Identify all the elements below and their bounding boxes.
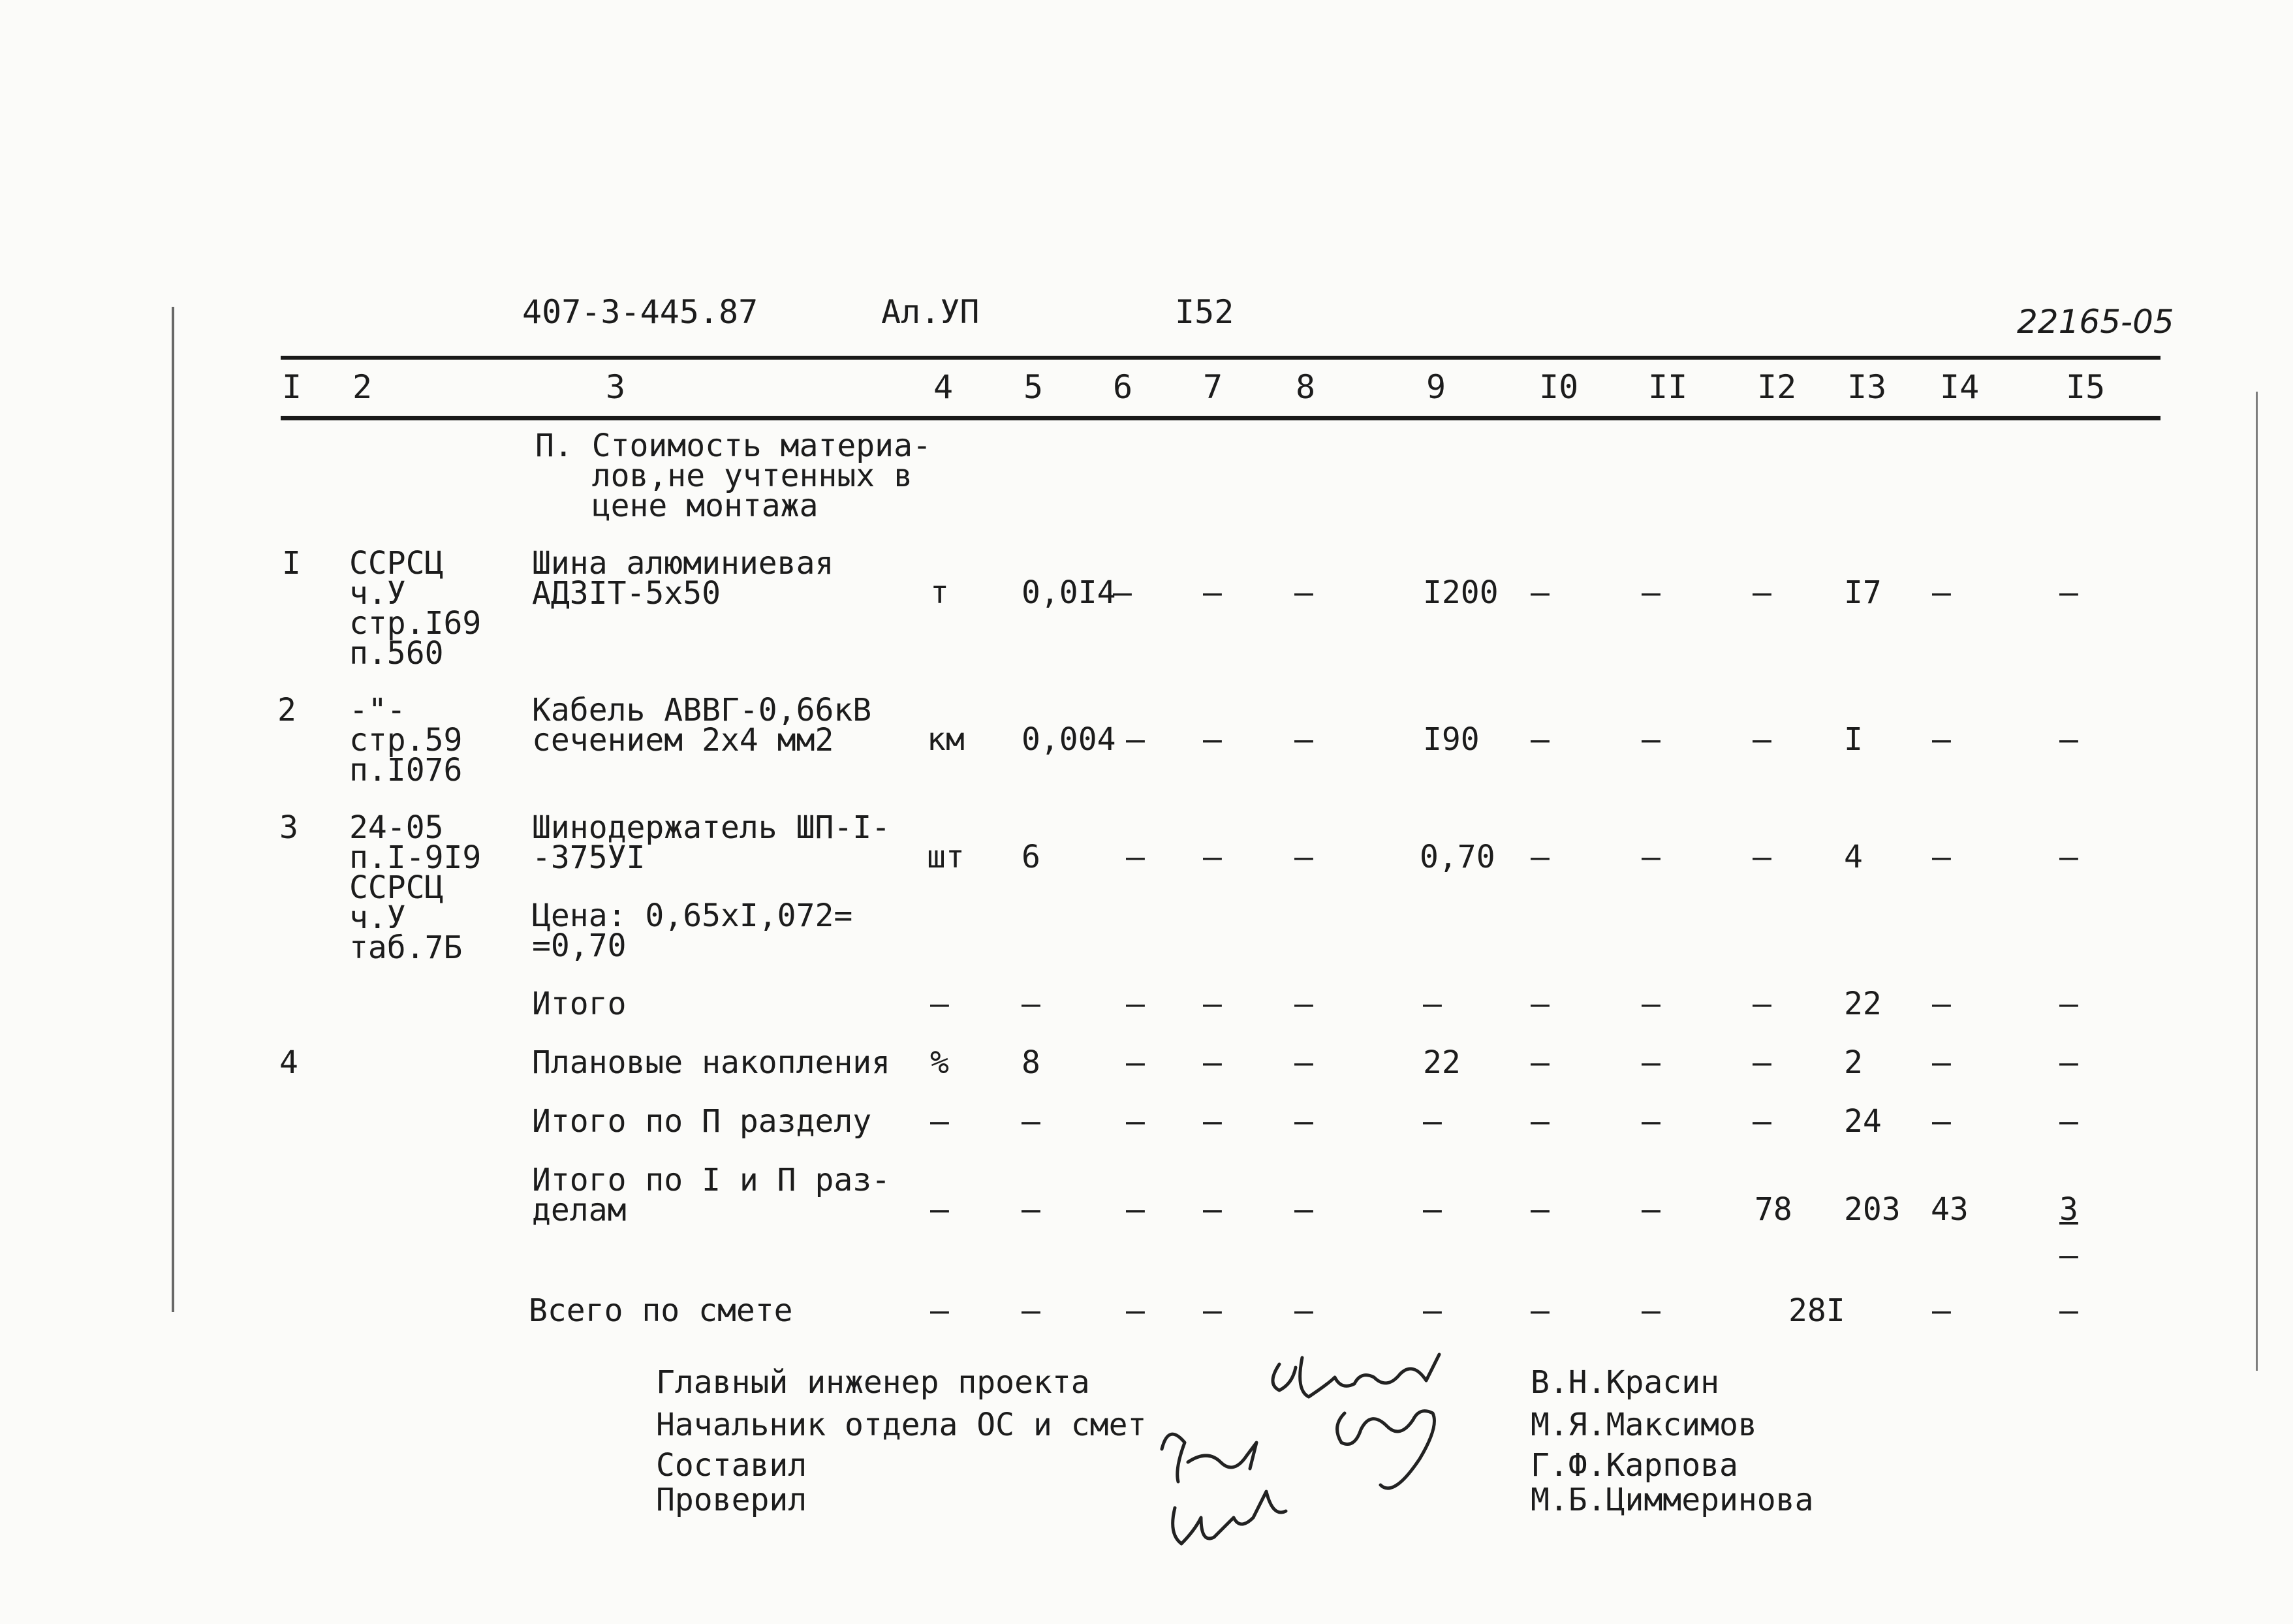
col-header-14: I4 [1940,368,1980,406]
row-price-note: Цена: 0,65хI,072= =0,70 [532,898,853,964]
row-c7: – [1203,574,1222,611]
row-c8: – [1294,574,1313,611]
left-margin-line [172,307,174,1312]
col-header-15: I5 [2066,368,2106,406]
row-quantity: 8 [1022,1044,1040,1081]
row-c14: – [1932,574,1951,611]
dash-mark: – [2059,1237,2078,1273]
row-c11: – [1642,1044,1661,1081]
row-c15: – [2059,574,2078,611]
right-margin-line [2256,392,2258,1371]
row-c13: I7 [1844,574,1882,611]
row-number: I [282,545,301,582]
col-header-8: 8 [1296,368,1316,406]
row-c11: – [1642,721,1661,758]
row-quantity: – [1022,1103,1040,1140]
row-c12: – [1753,839,1771,875]
row-c6: – [1126,1044,1145,1081]
row-c11: – [1642,986,1661,1022]
row-reference: 24-05 п.I-9I9 ССРСЦ ч.У таб.7Б [349,809,482,966]
page-number: I52 [1175,293,1234,331]
row-c10: – [1531,574,1550,611]
row-c11: – [1642,1292,1661,1329]
signature-name: М.Б.Циммеринова [1531,1482,1814,1518]
row-c6: – [1126,986,1145,1022]
row-c13: 22 [1844,986,1882,1022]
row-c8: – [1294,1103,1313,1140]
row-c15: – [2059,721,2078,758]
col-header-3: 3 [606,368,626,406]
signature-role: Составил [656,1447,807,1484]
row-c12: – [1753,574,1771,611]
row-name: Плановые накопления [532,1044,891,1081]
row-c13: 2 [1844,1044,1863,1081]
row-quantity: – [1022,986,1040,1022]
row-c7: – [1203,986,1222,1022]
col-header-6: 6 [1113,368,1133,406]
col-header-12: I2 [1757,368,1797,406]
row-c12: – [1753,1044,1771,1081]
row-price: I200 [1423,574,1499,611]
row-c8: – [1294,1191,1313,1228]
signature-name: М.Я.Максимов [1531,1407,1757,1443]
col-header-4: 4 [933,368,954,406]
row-number: 4 [279,1044,298,1081]
album-label: Ал.УП [881,293,980,331]
row-c14: – [1932,1292,1951,1329]
row-c15: – [2059,986,2078,1022]
row-c13: 24 [1844,1103,1882,1140]
row-c10: – [1531,1044,1550,1081]
row-c11: – [1642,839,1661,875]
row-name: Шинодержатель ШП-I- -375УI [532,809,891,876]
row-c8: – [1294,721,1313,758]
row-c13: I [1844,721,1863,758]
col-header-13: I3 [1847,368,1887,406]
row-c15: – [2059,1044,2078,1081]
row-c8: – [1294,839,1313,875]
col-header-11: II [1648,368,1688,406]
row-total: 28I [1788,1292,1845,1329]
col-header-2: 2 [352,368,373,406]
row-c10: – [1531,1292,1550,1329]
row-c6: – [1126,839,1145,875]
row-name: Кабель АВВГ-0,66кВ сечением 2х4 мм2 [532,692,872,758]
row-c13: 4 [1844,839,1863,875]
row-c6: – [1126,1103,1145,1140]
row-price: – [1423,1103,1442,1140]
row-name: Итого по I и П раз- делам [532,1162,891,1228]
row-c12: – [1753,721,1771,758]
row-quantity: – [1022,1292,1040,1329]
row-unit: шт [927,839,965,875]
row-c11: – [1642,1103,1661,1140]
row-c6: – [1126,721,1145,758]
row-c6: – [1113,574,1132,611]
section-title: П. Стоимость материа- лов,не учтенных в цене монтажа [535,428,931,524]
row-price: – [1423,1292,1442,1329]
row-c13: 203 [1844,1191,1901,1228]
row-price: 22 [1423,1044,1461,1081]
row-c12: 78 [1755,1191,1792,1228]
col-header-5: 5 [1023,368,1044,406]
row-unit: – [930,1292,949,1329]
row-c14: – [1932,1044,1951,1081]
row-c11: – [1642,574,1661,611]
row-price: 0,70 [1420,839,1495,875]
row-c15: 3 [2059,1191,2078,1228]
row-c7: – [1203,1292,1222,1329]
row-c8: – [1294,1044,1313,1081]
row-reference: -"- стр.59 п.I076 [349,692,463,789]
row-c12: – [1753,986,1771,1022]
row-unit: % [930,1044,949,1081]
row-number: 2 [277,692,296,728]
row-c14: 43 [1931,1191,1969,1228]
row-unit: т [930,574,949,611]
row-c8: – [1294,1292,1313,1329]
col-header-10: I0 [1539,368,1579,406]
row-c6: – [1126,1292,1145,1329]
row-name: Всего по смете [529,1292,793,1329]
row-quantity: 0,0I4 [1022,574,1116,611]
signature-name: Г.Ф.Карпова [1531,1447,1738,1484]
row-quantity: 6 [1022,839,1040,875]
row-unit: – [930,1191,949,1228]
row-number: 3 [279,809,298,846]
row-unit: – [930,1103,949,1140]
row-c10: – [1531,839,1550,875]
table-header-rule [281,416,2160,420]
row-quantity: – [1022,1191,1040,1228]
signature-role: Начальник отдела ОС и смет [656,1407,1147,1443]
row-name: Итого [532,986,627,1022]
row-c10: – [1531,721,1550,758]
row-reference: ССРСЦ ч.У стр.I69 п.560 [349,545,482,672]
row-price: – [1423,986,1442,1022]
signature-name: В.Н.Красин [1531,1364,1719,1401]
row-c12: – [1753,1103,1771,1140]
doc-code: 407-3-445.87 [522,293,758,331]
row-price: I90 [1423,721,1480,758]
handwritten-stamp: 22165-05 [2017,303,2174,341]
row-c11: – [1642,1191,1661,1228]
row-c7: – [1203,1191,1222,1228]
row-c8: – [1294,986,1313,1022]
row-c10: – [1531,1103,1550,1140]
col-header-7: 7 [1203,368,1223,406]
signature-role: Проверил [656,1482,807,1518]
col-header-9: 9 [1426,368,1446,406]
row-c15: – [2059,1103,2078,1140]
row-unit: км [927,721,965,758]
row-c14: – [1932,986,1951,1022]
handwritten-signatures [1149,1345,1514,1593]
signature-role: Главный инженер проекта [656,1364,1090,1401]
table-top-rule [281,356,2160,360]
row-c7: – [1203,839,1222,875]
row-c10: – [1531,1191,1550,1228]
row-c14: – [1932,1103,1951,1140]
row-c14: – [1932,721,1951,758]
row-c15: – [2059,1292,2078,1329]
row-name: Шина алюминиевая АДЗIТ-5х50 [532,545,834,612]
row-price: – [1423,1191,1442,1228]
row-c15: – [2059,839,2078,875]
col-header-1: I [282,368,302,406]
row-c10: – [1531,986,1550,1022]
row-name: Итого по П разделу [532,1103,872,1140]
row-c7: – [1203,1044,1222,1081]
row-c7: – [1203,1103,1222,1140]
row-c14: – [1932,839,1951,875]
row-quantity: 0,004 [1022,721,1116,758]
row-unit: – [930,986,949,1022]
row-c6: – [1126,1191,1145,1228]
row-c7: – [1203,721,1222,758]
